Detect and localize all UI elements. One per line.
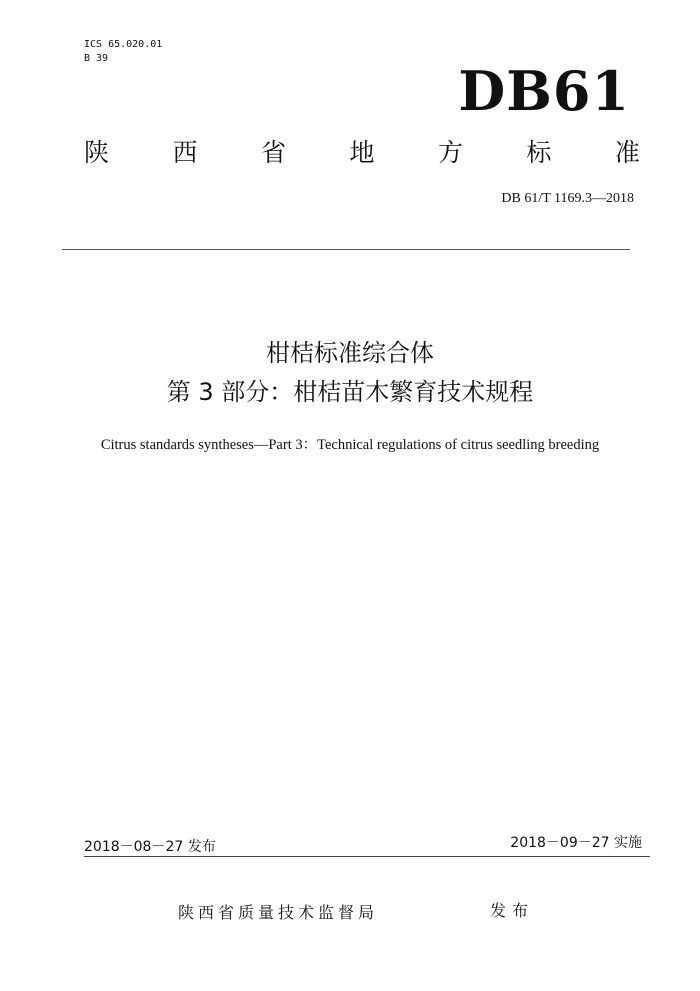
title-line-2: 第 3 部分：柑桔苗木繁育技术规程	[166, 378, 534, 406]
standard-type-char: 方	[437, 138, 463, 167]
publish-label: 发布	[490, 901, 535, 920]
implementation-date: 2018－09－27 实施	[510, 835, 642, 851]
standard-type-char: 省	[260, 138, 286, 167]
english-title: Citrus standards syntheses—Part 3：Technical regulations of citrus seedling breeding	[100, 437, 600, 453]
standard-type-heading	[84, 138, 640, 168]
db61-logo: DB61	[458, 59, 630, 123]
title-line-1: 柑桔标准综合体	[266, 339, 434, 367]
standard-type-char: 地	[349, 138, 375, 167]
standard-type-char: 准	[614, 138, 640, 167]
ccs-code: B 39	[84, 53, 109, 64]
top-divider	[62, 249, 630, 250]
classification-codes	[84, 38, 162, 66]
publisher-name: 陕西省质量技术监督局	[178, 903, 379, 922]
bottom-divider	[84, 856, 650, 857]
standard-type-char: 陕	[84, 138, 110, 167]
issue-date: 2018－08－27 发布	[84, 839, 216, 855]
ics-code: ICS 65.020.01	[84, 39, 163, 50]
standard-type-char: 标	[526, 138, 552, 167]
standard-number: DB 61/T 1169.3—2018	[501, 191, 634, 206]
standard-type-char: 西	[172, 138, 198, 167]
